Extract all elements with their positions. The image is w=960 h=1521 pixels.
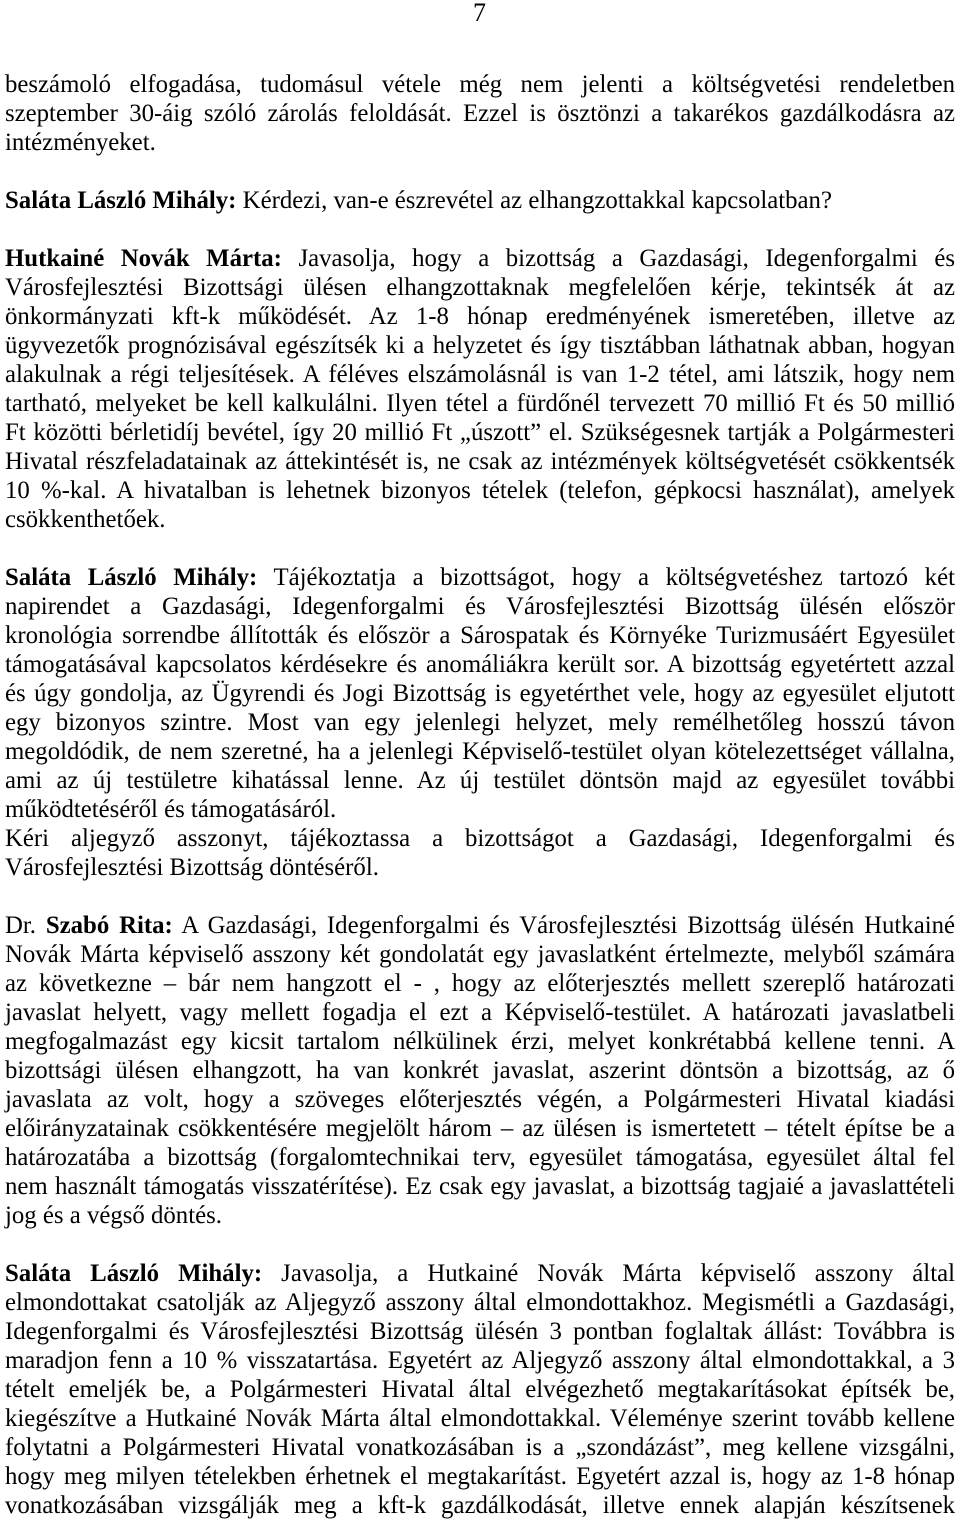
paragraph [5, 186, 955, 215]
text-line: megoldódik, de nem szeretné, ha a jelenlegi Képviselő-testület olyan kötelezettséget vállalna, [5, 738, 955, 765]
text-line: Ft közötti bérletidíj bevétel, így 20 millió Ft „úszott” el. Szükségesnek tartják a Polgármesteri [5, 419, 955, 446]
speaker-name: Szabó Rita: [45, 912, 173, 939]
text-line: Városfejlesztési Bizottsági ülésen elhangzottaknak megfelelően kérje, tekintsék át az [5, 274, 955, 301]
text-line: beszámoló elfogadása, tudomásul vétele még nem jelenti a költségvetési rendeletben [5, 71, 955, 98]
text-line [5, 186, 955, 215]
text-line: Kéri aljegyző asszonyt, tájékoztassa a bizottságot a Gazdasági, Idegenforgalmi és [5, 825, 955, 852]
text-line: és úgy gondolja, az Ügyrendi és Jogi Bizottság is egyetérthet vele, hogy az egyesület eljutott [5, 680, 955, 707]
text-line: határozatába a bizottság (forgalomtechnikai terv, egyesület támogatása, egyesület által fel [5, 1144, 955, 1171]
text-line: tartható, melyeket be kell kalkulálni. Ilyen tétel a fürdőnél tervezett 70 millió Ft és 50 millió [5, 390, 955, 417]
line-text: A Gazdasági, Idegenforgalmi és Városfejlesztési Bizottság ülésén Hutkainé [181, 912, 955, 939]
text-line: ügyvezetők prognózisával egészítsék ki a helyzetet és így tisztábban láthatnak abban, hogyan [5, 332, 955, 359]
text-line: Novák Márta képviselő asszony két gondolatát egy javaslatként értelmezte, melyből számára [5, 941, 955, 968]
text-line: kronológia sorrendbe állították és először a Sárospatak és Környéke Turizmusáért Egyesület [5, 622, 955, 649]
text-line: Idegenforgalmi és Városfejlesztési Bizottság ülésén 3 pontban foglaltak állást: Továbbra is [5, 1318, 955, 1345]
text-line: csökkenthetőek. [5, 506, 166, 533]
text-line: alakulnak a régi teljesítések. A féléves elszámolásnál is van 1-2 tétel, ami látszik, hogy nem [5, 361, 955, 388]
paragraph [5, 911, 955, 1230]
text-line: támogatásával kapcsolatos kérdésekre és anomáliákra került sor. A bizottság egyetértett azzal [5, 651, 955, 678]
speaker-title: Dr. [5, 912, 36, 939]
text-line: megfogalmazást egy kicsit tartalom nélkülinek érzi, melyet konkrétabbá kellene tenni. A [5, 1028, 955, 1055]
text-line: folytatni a Polgármesteri Hivatal vonatkozásában is a „szondázást”, meg kellene vizsgálni, [5, 1434, 955, 1461]
line-text: Javasolja, hogy a bizottság a Gazdasági, Idegenforgalmi és [298, 245, 955, 272]
text-line: maradjon fenn a 10 % visszatartása. Egyetért az Aljegyző asszony által elmondottakkal, a 3 [5, 1347, 955, 1374]
text-line: az következne – bár nem hangzott el - , hogy az előterjesztés mellett szereplő határozati [5, 970, 955, 997]
text-line [5, 244, 955, 273]
line-text: Kérdezi, van-e észrevétel az elhangzottakkal kapcsolatban? [242, 187, 832, 214]
text-line [5, 563, 955, 592]
text-line: javaslat helyett, vagy mellett fogadja el ezt a Képviselő-testület. A határozati javaslatbeli [5, 999, 955, 1026]
text-line: egy bizonyos szintre. Most van egy jelenlegi helyzet, mely remélhetőleg hosszú távon [5, 709, 955, 736]
paragraph [5, 244, 955, 534]
text-line: jog és a végső döntés. [5, 1202, 222, 1229]
speaker-name: Saláta László Mihály: [5, 1260, 263, 1287]
document-body [5, 70, 955, 1520]
text-line: tételt emeljék be, a Polgármesteri Hivatal által elvégezhető megtakarításokat építsék be, [5, 1376, 955, 1403]
text-line: 10 %-kal. A hivatalban is lehetnek bizonyos tételek (telefon, gépkocsi használat), amelyek [5, 477, 955, 504]
text-line: Hivatal részfeladatainak az áttekintését is, ne csak az intézmények költségvetését csökkentsék [5, 448, 955, 475]
paragraph [5, 563, 955, 882]
text-line [5, 911, 955, 940]
text-line [5, 1259, 955, 1288]
text-line: napirendet a Gazdasági, Idegenforgalmi és Városfejlesztési Bizottság ülésén először [5, 593, 955, 620]
text-line: bizottsági ülésen elhangzott, ha van konkrét javaslat, aszerint döntsön a bizottság, az ő [5, 1057, 955, 1084]
text-line: ami az új testületre kihatással lenne. Az új testület döntsön majd az egyesület további [5, 767, 955, 794]
text-line: intézményeket. [5, 129, 156, 156]
speaker-name: Hutkainé Novák Márta: [5, 245, 282, 272]
page-number: 7 [473, 0, 486, 27]
text-line: elmondottakat csatolják az Aljegyző asszony által elmondottakhoz. Megismétli a Gazdasági, [5, 1289, 955, 1316]
speaker-name: Saláta László Mihály: [5, 564, 258, 591]
text-line: hogy meg milyen tételekben érhetnek el megtakarítást. Egyetért azzal is, hogy az 1-8 hónap [5, 1463, 955, 1490]
paragraph [5, 70, 955, 157]
text-line: előirányzatainak csökkentésére megjelölt három – az ülésen is ismertetett – tételt építse be a [5, 1115, 955, 1142]
text-line: Városfejlesztési Bizottság döntéséről. [5, 854, 379, 881]
text-line: működtetéséről és támogatásáról. [5, 796, 337, 823]
text-line: javaslata az volt, hogy a szöveges előterjesztés végén, a Polgármesteri Hivatal kiadási [5, 1086, 955, 1113]
line-text: Javasolja, a Hutkainé Novák Márta képviselő asszony által [281, 1260, 955, 1287]
text-line: vonatkozásában vizsgálják meg a kft-k gazdálkodását, illetve ennek alapján készítsenek [5, 1492, 955, 1519]
text-line: nem használt támogatás visszatérítése). Ez csak egy javaslat, a bizottság tagjaié a javaslattételi [5, 1173, 955, 1200]
text-line: kiegészítve a Hutkainé Novák Márta által elmondottakkal. Véleménye szerint tovább kellene [5, 1405, 955, 1432]
text-line: önkormányzati kft-k működését. Az 1-8 hónap eredményének ismeretében, illetve az [5, 303, 955, 330]
line-text: Tájékoztatja a bizottságot, hogy a költségvetéshez tartozó két [273, 564, 955, 591]
speaker-name: Saláta László Mihály: [5, 187, 237, 214]
text-line: szeptember 30-áig szóló zárolás feloldását. Ezzel is ösztönzi a takarékos gazdálkodásra az [5, 100, 955, 127]
paragraph [5, 1259, 955, 1520]
